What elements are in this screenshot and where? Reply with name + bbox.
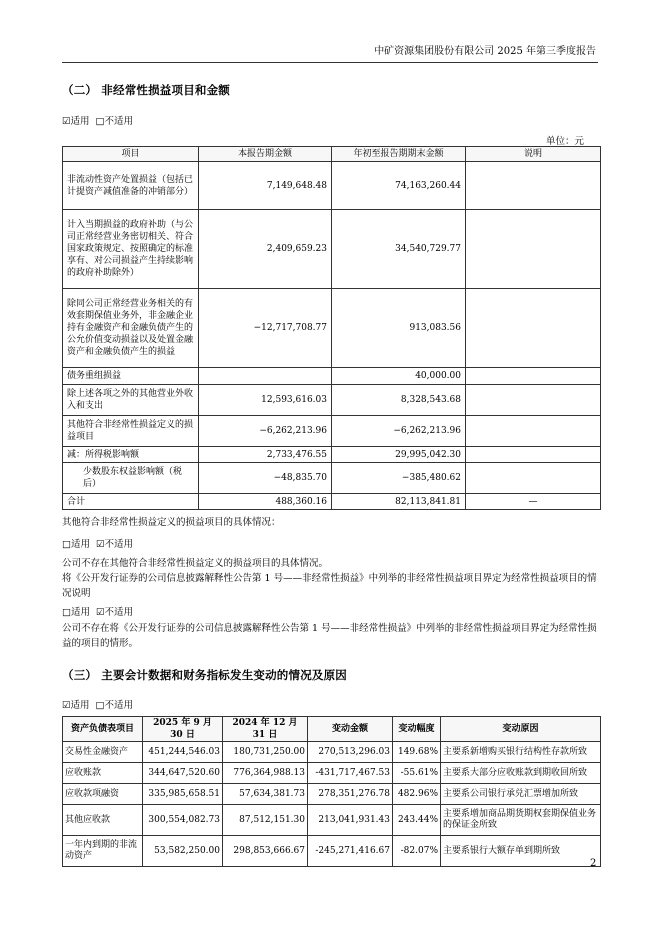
row-note [466,447,601,463]
row-current: 2,733,476.55 [199,447,332,463]
balance-sheet-change-table [62,716,601,867]
row-item: 除上述各项之外的其他营业外收入和支出 [63,385,199,416]
row-sep30: 344,647,520.60 [143,763,223,784]
row-note [466,162,601,210]
checkbox-applicable-checked[interactable]: ☑ [62,116,71,127]
table-header-row [63,147,601,162]
row-sep30: 451,244,546.03 [143,742,223,763]
table-row [63,385,601,416]
row-current: 488,360.16 [199,494,332,510]
row-pct: 482.96% [393,784,441,805]
row-ytd: −385,480.62 [332,463,466,494]
checkbox-not-applicable-checked[interactable]: ☑ [96,607,105,618]
row-item: 除同公司正常经营业务相关的有效套期保值业务外，非金融企业持有金融资产和金融负债产生的公允价值变动损益以及处置金融资产和金融负债产生的损益 [63,289,199,368]
not-applicable-label: 不适用 [104,607,134,618]
nonrecurring-table [62,146,601,510]
col-item: 项目 [63,147,199,162]
checkbox-applicable[interactable]: □ [62,607,71,618]
page-number: 2 [590,858,597,869]
table-row [63,447,601,463]
row-change: 270,513,296.03 [308,742,393,763]
applicable-label: 适用 [70,607,90,618]
table-row [63,289,601,368]
row-current: 7,149,648.48 [199,162,332,210]
row-change: -245,271,416.67 [308,836,393,867]
applicability-row-2 [62,536,133,550]
row-item: 一年内到期的非流动资产 [63,836,143,867]
applicable-label: 适用 [70,539,90,550]
not-applicable-label: 不适用 [104,539,134,550]
checkbox-not-applicable[interactable]: □ [95,700,105,711]
row-dec31: 180,731,250.00 [223,742,308,763]
row-pct: 149.68% [393,742,441,763]
unit-label: 单位：元 [546,136,585,147]
row-reason: 主要系大部分应收账款到期收回所致 [441,763,601,784]
row-change: 278,351,276.78 [308,784,393,805]
row-ytd: 40,000.00 [332,368,466,385]
other-items-text: 公司不存在其他符合非经常性损益定义的损益项目的具体情况。 [62,558,329,569]
row-ytd: 8,328,543.68 [332,385,466,416]
checkbox-not-applicable-checked[interactable]: ☑ [96,539,105,550]
table-header-row [63,717,601,742]
table-row [63,784,601,805]
checkbox-not-applicable[interactable]: □ [95,116,105,127]
row-current: −6,262,213.96 [199,416,332,447]
row-item: 应收账款 [63,763,143,784]
row-ytd: −6,262,213.96 [332,416,466,447]
row-sep30: 300,554,082.73 [143,805,223,836]
row-current: −12,717,708.77 [199,289,332,368]
row-ytd: 34,540,729.77 [332,210,466,289]
row-item: 合计 [63,494,199,510]
not-applicable-label: 不适用 [104,700,134,711]
row-item: 减：所得税影响额 [63,447,199,463]
table-row [63,210,601,289]
row-reason: 主要系公司银行承兑汇票增加所致 [441,784,601,805]
table-row [63,162,601,210]
row-note [466,416,601,447]
row-item: 应收款项融资 [63,784,143,805]
table-row [63,416,601,447]
row-dec31: 87,512,151.30 [223,805,308,836]
row-dec31: 776,364,988.13 [223,763,308,784]
row-item: 计入当期损益的政府补助（与公司正常经营业务密切相关、符合国家政策规定、按照确定的标准享有、对公司损益产生持续影响的政府补助除外） [63,210,199,289]
row-dec31: 298,853,666.67 [223,836,308,867]
classification-text: 公司不存在将《公开发行证券的公司信息披露解释性公告第 1 号——非经常性损益》中列举的非经常性损益项目界定为经常性损益的项目的情形。 [62,623,597,649]
row-change: -431,717,467.53 [308,763,393,784]
col-change: 变动金额 [308,717,393,742]
row-note [466,463,601,494]
running-header: 中矿资源集团股份有限公司 2025 年第三季度报告 [374,46,596,57]
table-row [63,805,601,836]
row-current: 12,593,616.03 [199,385,332,416]
col-current: 本报告期金额 [199,147,332,162]
row-change: 213,041,931.43 [308,805,393,836]
applicability-row-4 [62,697,133,711]
row-dec31: 57,634,381.73 [223,784,308,805]
table-row [63,742,601,763]
row-note [466,289,601,368]
col-sep30: 2025 年 9 月 30 日 [143,717,223,742]
applicability-row-1 [62,113,133,127]
col-reason: 变动原因 [441,717,601,742]
row-note [466,368,601,385]
row-item: 交易性金融资产 [63,742,143,763]
col-item: 资产负债表项目 [63,717,143,742]
row-ytd: 74,163,260.44 [332,162,466,210]
row-sep30: 53,582,250.00 [143,836,223,867]
applicability-row-3 [62,604,133,618]
table-total-row [63,494,601,510]
not-applicable-label: 不适用 [104,116,134,127]
checkbox-applicable-checked[interactable]: ☑ [62,700,71,711]
row-item: 少数股东权益影响额（税后） [63,463,199,494]
row-pct: -82.07% [393,836,441,867]
col-dec31: 2024 年 12 月 31 日 [223,717,308,742]
row-note [466,385,601,416]
row-item: 债务重组损益 [63,368,199,385]
col-pct: 变动幅度 [393,717,441,742]
checkbox-applicable[interactable]: □ [62,539,71,550]
row-current: 2,409,659.23 [199,210,332,289]
section3-title: （三） 主要会计数据和财务指标发生变动的情况及原因 [62,668,348,682]
row-pct: -55.61% [393,763,441,784]
table-row [63,368,601,385]
row-ytd: 913,083.56 [332,289,466,368]
row-note [466,210,601,289]
applicable-label: 适用 [70,700,90,711]
header-rule [62,62,598,63]
table-row [63,463,601,494]
table-row [63,836,601,867]
row-item: 其他符合非经常性损益定义的损益项目 [63,416,199,447]
row-current: −48,835.70 [199,463,332,494]
row-reason: 主要系新增购买银行结构性存款所致 [441,742,601,763]
row-reason: 主要系银行大额存单到期所致 [441,836,601,867]
section2-title: （二） 非经常性损益项目和金额 [62,83,231,97]
row-pct: 243.44% [393,805,441,836]
col-ytd: 年初至报告期期末金额 [332,147,466,162]
applicable-label: 适用 [70,116,90,127]
classification-caption: 将《公开发行证券的公司信息披露解释性公告第 1 号——非经常性损益》中列举的非经常性损益项目界定为经常性损益项目的情况说明 [62,573,597,599]
row-ytd: 82,113,841.81 [332,494,466,510]
row-note: — [466,494,601,510]
row-ytd: 29,995,042.30 [332,447,466,463]
other-items-caption: 其他符合非经常性损益定义的损益项目的具体情况： [62,517,281,528]
row-item: 其他应收款 [63,805,143,836]
col-note: 说明 [466,147,601,162]
row-sep30: 335,985,658.51 [143,784,223,805]
row-item: 非流动性资产处置损益（包括已计提资产减值准备的冲销部分） [63,162,199,210]
row-current [199,368,332,385]
row-reason: 主要系增加商品期货期权套期保值业务的保证金所致 [441,805,601,836]
table-row [63,763,601,784]
